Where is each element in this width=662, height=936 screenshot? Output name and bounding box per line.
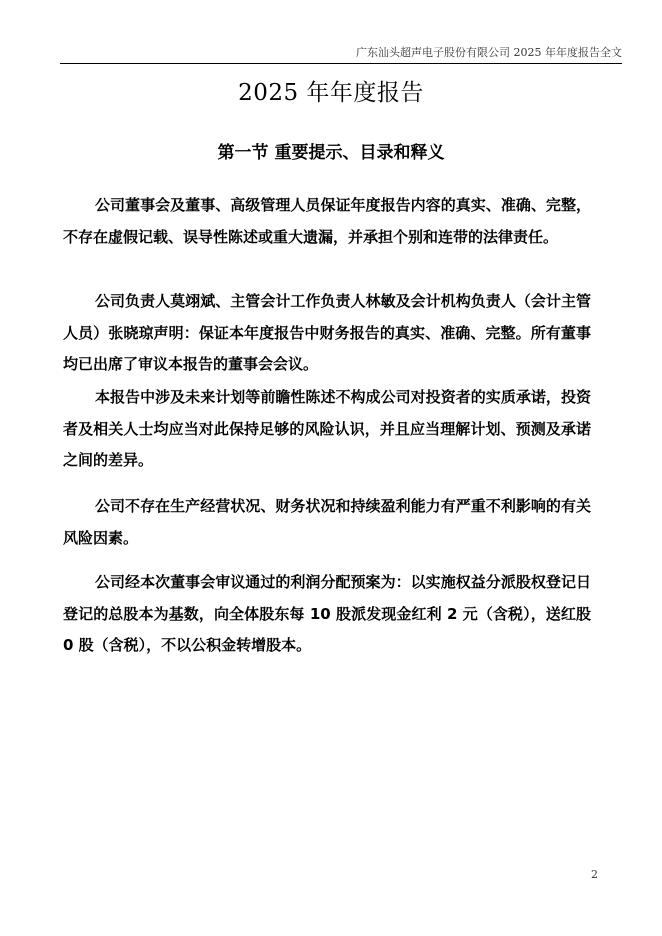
paragraph-responsible-persons: 公司负责人莫翊斌、主管会计工作负责人林敏及会计机构负责人（会计主管人员）张晓琼声明：保证本年度报告中财务报告的真实、准确、完整。所有董事均已出席了审议本报告的董事会会议。 xyxy=(63,292,591,373)
paragraph-risk-factors: 公司不存在生产经营状况、财务状况和持续盈利能力有严重不利影响的有关风险因素。 xyxy=(63,497,591,547)
document-title: 2025 年年度报告 xyxy=(238,80,424,106)
section-title: 第一节 重要提示、目录和释义 xyxy=(217,143,445,163)
running-header: 广东汕头超声电子股份有限公司 2025 年年度报告全文 xyxy=(60,46,622,64)
paragraph-board-guarantee: 公司董事会及董事、高级管理人员保证年度报告内容的真实、准确、完整，不存在虚假记载、误导性陈述或重大遗漏，并承担个别和连带的法律责任。 xyxy=(63,196,591,246)
paragraph-forward-looking: 本报告中涉及未来计划等前瞻性陈述不构成公司对投资者的实质承诺，投资者及相关人士均应当对此保持足够的风险认识，并且应当理解计划、预测及承诺之间的差异。 xyxy=(63,388,591,469)
page-number: 2 xyxy=(591,868,598,881)
paragraph-profit-distribution: 公司经本次董事会审议通过的利润分配预案为：以实施权益分派股权登记日登记的总股本为基数，向全体股东每 10 股派发现金红利 2 元（含税），送红股 0 股（含税），不以公积金转增股本。 xyxy=(63,573,591,654)
